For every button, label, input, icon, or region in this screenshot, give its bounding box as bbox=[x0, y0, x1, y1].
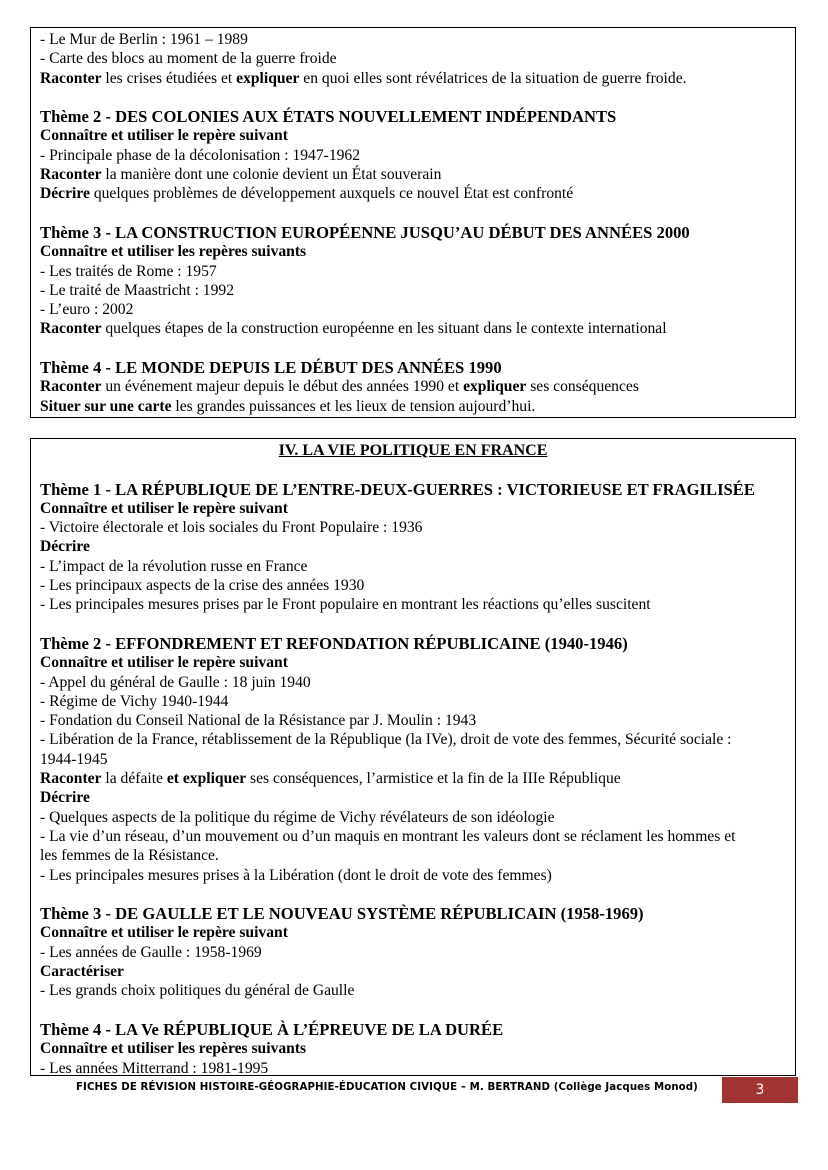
text-line bbox=[40, 49, 786, 68]
text-segment: un événement majeur depuis le début des années 1990 et bbox=[101, 378, 464, 396]
text-segment: - Les principales mesures prises à la Libération (dont le droit de vote des femmes) bbox=[40, 866, 552, 884]
text-segment: - Victoire électorale et lois sociales du Front Populaire : 1936 bbox=[40, 519, 423, 537]
text-line bbox=[40, 242, 786, 261]
text-line bbox=[40, 281, 786, 300]
bold-text: Connaître et utiliser les repères suivants bbox=[40, 1040, 307, 1058]
text-segment: - Les grands choix politiques du général de Gaulle bbox=[40, 982, 355, 1000]
text-segment: - Les principaux aspects de la crise des années 1930 bbox=[40, 577, 365, 595]
text-segment: - Libération de la France, rétablissement de la République (la IVe), droit de vote des femmes, Sécurité sociale : bbox=[40, 731, 732, 749]
text-segment: IV. LA VIE POLITIQUE EN FRANCE bbox=[278, 442, 548, 459]
blank-line bbox=[40, 615, 786, 634]
section-box-political-life bbox=[30, 438, 796, 1076]
text-line bbox=[40, 262, 786, 281]
text-segment: Thème 3 - LA CONSTRUCTION EUROPÉENNE JUSQU’AU DÉBUT DES ANNÉES 2000 bbox=[40, 222, 690, 242]
blank-line bbox=[40, 88, 786, 107]
text-segment: - Les principales mesures prises par le Front populaire en montrant les réactions qu’elles suscitent bbox=[40, 596, 651, 614]
text-line bbox=[40, 981, 786, 1000]
bold-text: Situer sur une carte bbox=[40, 397, 172, 415]
text-segment: - Quelques aspects de la politique du régime de Vichy révélateurs de son idéologie bbox=[40, 808, 555, 826]
text-segment: - Carte des blocs au moment de la guerre froide bbox=[40, 50, 337, 68]
text-segment: - La vie d’un réseau, d’un mouvement ou d’un maquis en montrant les valeurs dont se réclament les hommes et bbox=[40, 827, 736, 845]
bold-text: Raconter bbox=[40, 320, 102, 338]
text-segment: - L’euro : 2002 bbox=[40, 301, 134, 319]
text-line bbox=[40, 711, 786, 730]
bold-text: et expliquer bbox=[166, 770, 247, 788]
footer-text: FICHES DE RÉVISION HISTOIRE-GÉOGRAPHIE-ÉDUCATION CIVIQUE – M. BERTRAND (Collège Jacques Monod) bbox=[76, 1082, 698, 1093]
text-segment: - L’impact de la révolution russe en France bbox=[40, 557, 308, 575]
text-segment: Thème 2 - DES COLONIES AUX ÉTATS NOUVELLEMENT INDÉPENDANTS bbox=[40, 107, 617, 127]
text-line bbox=[40, 846, 786, 865]
bold-text: Décrire bbox=[40, 538, 90, 556]
bold-text: Raconter bbox=[40, 166, 102, 184]
text-line bbox=[40, 576, 786, 595]
bold-text: Raconter bbox=[40, 69, 102, 87]
text-segment: les crises étudiées et bbox=[101, 69, 237, 87]
bold-text: Connaître et utiliser les repères suivants bbox=[40, 243, 307, 261]
text-line bbox=[40, 692, 786, 711]
blank-line bbox=[40, 885, 786, 904]
text-segment: la manière dont une colonie devient un État souverain bbox=[101, 166, 442, 184]
text-segment: - Régime de Vichy 1940-1944 bbox=[40, 692, 229, 710]
bold-text: expliquer bbox=[463, 378, 527, 396]
bold-text: Connaître et utiliser le repère suivant bbox=[40, 654, 288, 672]
theme-heading bbox=[40, 223, 786, 242]
bold-text: Connaître et utiliser le repère suivant bbox=[40, 127, 288, 145]
text-line bbox=[40, 943, 786, 962]
bold-text: Caractériser bbox=[40, 963, 124, 981]
text-segment: Thème 2 - EFFONDREMENT ET REFONDATION RÉPUBLICAINE (1940-1946) bbox=[40, 633, 628, 653]
bold-text: Décrire bbox=[40, 789, 90, 807]
bold-text: Raconter bbox=[40, 770, 102, 788]
blank-line bbox=[40, 204, 786, 223]
blank-line bbox=[40, 339, 786, 358]
theme-heading bbox=[40, 1020, 786, 1039]
text-line bbox=[40, 126, 786, 145]
text-segment: - Appel du général de Gaulle : 18 juin 1940 bbox=[40, 673, 311, 691]
text-segment: quelques étapes de la construction européenne en les situant dans le contexte international bbox=[101, 320, 667, 338]
section-box-world bbox=[30, 27, 796, 418]
text-line bbox=[40, 300, 786, 319]
page-footer bbox=[30, 1077, 798, 1103]
text-segment: - Les traités de Rome : 1957 bbox=[40, 262, 217, 280]
blank-line bbox=[40, 1001, 786, 1020]
bold-text: Connaître et utiliser le repère suivant bbox=[40, 499, 288, 517]
text-segment: ses conséquences bbox=[526, 378, 639, 396]
text-segment: quelques problèmes de développement auxquels ce nouvel État est confronté bbox=[89, 185, 574, 203]
text-segment: Thème 1 - LA RÉPUBLIQUE DE L’ENTRE-DEUX-GUERRES : VICTORIEUSE ET FRAGILISÉE bbox=[40, 479, 755, 499]
text-segment: - Les années de Gaulle : 1958-1969 bbox=[40, 943, 262, 961]
text-line bbox=[40, 730, 786, 749]
text-line bbox=[40, 788, 786, 807]
text-line bbox=[40, 750, 786, 769]
text-line bbox=[40, 397, 786, 416]
text-line bbox=[40, 866, 786, 885]
text-segment: les femmes de la Résistance. bbox=[40, 847, 219, 865]
text-line bbox=[40, 377, 786, 396]
theme-heading bbox=[40, 358, 786, 377]
text-line bbox=[40, 1059, 786, 1078]
theme-heading bbox=[40, 904, 786, 923]
text-segment: - Le Mur de Berlin : 1961 – 1989 bbox=[40, 31, 248, 48]
text-line bbox=[40, 537, 786, 556]
theme-heading bbox=[40, 480, 786, 499]
text-line bbox=[40, 1039, 786, 1058]
text-line bbox=[40, 673, 786, 692]
bold-text: Raconter bbox=[40, 378, 102, 396]
text-segment: - Principale phase de la décolonisation : 1947-1962 bbox=[40, 146, 361, 164]
bold-text: Décrire bbox=[40, 185, 90, 203]
blank-line bbox=[40, 460, 786, 479]
text-segment: la défaite bbox=[101, 770, 167, 788]
text-line bbox=[40, 319, 786, 338]
text-line bbox=[40, 69, 786, 88]
text-line bbox=[40, 165, 786, 184]
text-segment: en quoi elles sont révélatrices de la situation de guerre froide. bbox=[299, 69, 687, 87]
text-segment: Thème 4 - LA Ve RÉPUBLIQUE À L’ÉPREUVE DE LA DURÉE bbox=[40, 1019, 504, 1039]
text-line bbox=[40, 595, 786, 614]
text-line bbox=[40, 962, 786, 981]
text-segment: ses conséquences, l’armistice et la fin de la IIIe République bbox=[246, 770, 621, 788]
page-number: 3 bbox=[722, 1077, 798, 1103]
text-line bbox=[40, 808, 786, 827]
text-line bbox=[40, 653, 786, 672]
text-line bbox=[40, 518, 786, 537]
text-line bbox=[40, 184, 786, 203]
text-segment: Thème 3 - DE GAULLE ET LE NOUVEAU SYSTÈME RÉPUBLICAIN (1958-1969) bbox=[40, 904, 644, 924]
text-line bbox=[40, 923, 786, 942]
bold-text: expliquer bbox=[236, 69, 300, 87]
bold-text: Connaître et utiliser le repère suivant bbox=[40, 924, 288, 942]
text-line bbox=[40, 557, 786, 576]
theme-heading bbox=[40, 107, 786, 126]
text-segment: - Fondation du Conseil National de la Résistance par J. Moulin : 1943 bbox=[40, 712, 477, 730]
text-line bbox=[40, 146, 786, 165]
text-segment: 1944-1945 bbox=[40, 750, 108, 768]
text-line bbox=[40, 30, 786, 49]
text-segment: les grandes puissances et les lieux de tension aujourd’hui. bbox=[171, 397, 536, 415]
text-line bbox=[40, 827, 786, 846]
theme-heading bbox=[40, 634, 786, 653]
text-line bbox=[40, 769, 786, 788]
text-line bbox=[40, 499, 786, 518]
section-title bbox=[40, 441, 786, 460]
text-segment: Thème 4 - LE MONDE DEPUIS LE DÉBUT DES ANNÉES 1990 bbox=[40, 358, 502, 378]
text-segment: - Les années Mitterrand : 1981-1995 bbox=[40, 1059, 269, 1077]
text-segment: - Le traité de Maastricht : 1992 bbox=[40, 281, 234, 299]
